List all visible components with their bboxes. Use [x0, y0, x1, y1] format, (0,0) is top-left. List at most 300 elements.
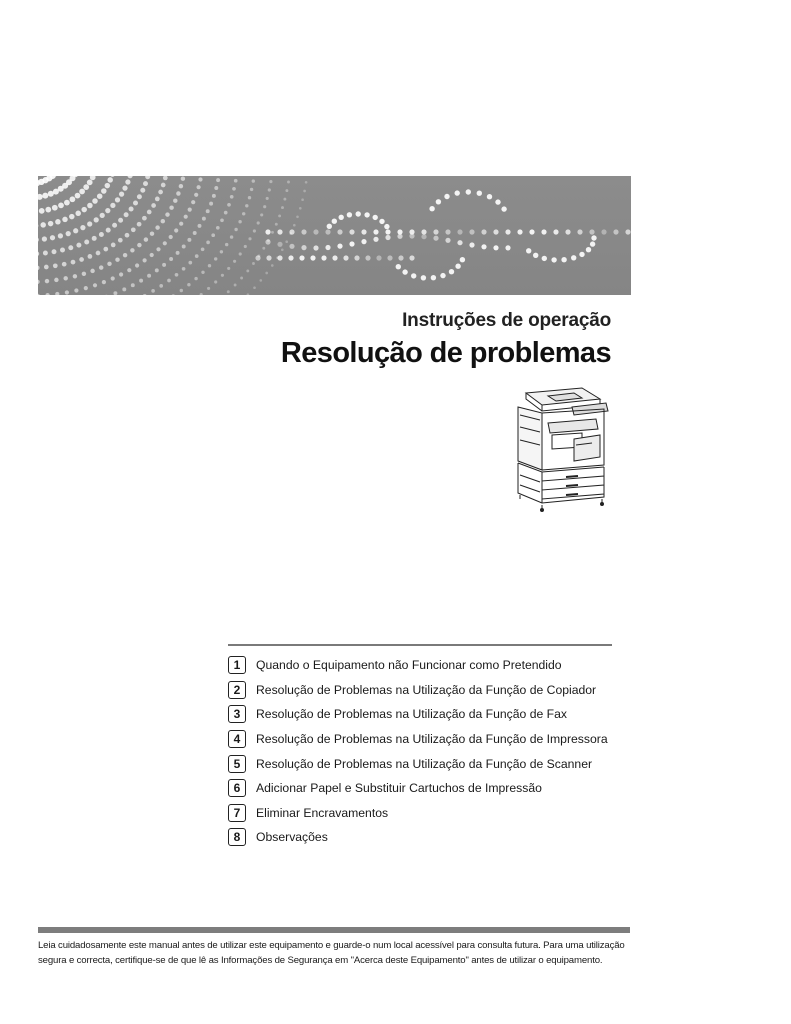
pattern-dot: [227, 203, 231, 207]
pattern-dot: [99, 265, 103, 269]
pattern-dot: [325, 245, 330, 250]
pattern-dot: [54, 278, 58, 282]
toc-item[interactable]: [228, 727, 618, 752]
pattern-dot: [83, 184, 89, 190]
pattern-dot: [39, 208, 45, 214]
pattern-dot: [396, 264, 401, 269]
pattern-dot: [429, 206, 434, 211]
pattern-dot: [143, 258, 147, 262]
pattern-dot: [147, 210, 152, 215]
pattern-dot: [206, 209, 210, 213]
pattern-dot: [214, 257, 217, 260]
pattern-dot: [87, 180, 93, 186]
pattern-dot: [38, 280, 40, 284]
toc-item[interactable]: [228, 825, 618, 850]
toc-item-label: Quando o Equipamento não Funcionar como Pretendido: [256, 658, 562, 673]
pattern-dot: [211, 233, 215, 237]
pattern-dot: [112, 223, 117, 228]
pattern-dot: [313, 245, 318, 250]
pattern-dot: [202, 217, 206, 221]
pattern-dot: [332, 219, 337, 224]
pattern-dot: [81, 207, 87, 213]
chapter-number-badge: 8: [228, 828, 246, 846]
pattern-dot: [271, 231, 274, 234]
pattern-dot: [38, 194, 43, 200]
pattern-dot: [277, 229, 282, 234]
pattern-dot: [481, 244, 486, 249]
pattern-dot: [265, 229, 270, 234]
pattern-dot: [193, 231, 197, 235]
pattern-dot: [140, 188, 145, 193]
pattern-dot: [268, 188, 271, 191]
pattern-dot: [460, 257, 465, 262]
pattern-dot: [339, 215, 344, 220]
pattern-dot: [266, 197, 269, 200]
pattern-dot: [174, 228, 178, 232]
pattern-dot: [159, 284, 163, 288]
pattern-dot: [255, 255, 260, 260]
pattern-dot: [305, 181, 308, 184]
pattern-dot: [145, 176, 150, 179]
pattern-dot: [281, 206, 284, 209]
pattern-dot: [542, 256, 547, 261]
pattern-dot: [150, 253, 154, 257]
pattern-dot: [343, 255, 348, 260]
pattern-dot: [278, 214, 281, 217]
pattern-dot: [127, 176, 132, 178]
pattern-dot: [76, 243, 81, 248]
pattern-dot: [64, 200, 70, 206]
pattern-dot: [101, 188, 107, 194]
pattern-dot: [224, 211, 228, 215]
pattern-dot: [75, 193, 81, 199]
pattern-dot: [444, 194, 449, 199]
pattern-dot: [445, 238, 450, 243]
pattern-dot: [133, 201, 138, 206]
pattern-dot: [180, 289, 183, 292]
pattern-dot: [42, 193, 48, 199]
pattern-dot: [283, 198, 286, 201]
pattern-dot: [287, 181, 290, 184]
pattern-dot: [242, 212, 245, 215]
pattern-dot: [137, 194, 142, 199]
pattern-dot: [561, 257, 566, 262]
pattern-dot: [234, 284, 237, 287]
pattern-dot: [82, 272, 86, 276]
pattern-dot: [135, 263, 139, 267]
pattern-dot: [70, 196, 76, 202]
pattern-dot: [293, 224, 296, 227]
pattern-dot: [337, 229, 342, 234]
pattern-dot: [198, 224, 202, 228]
toc-item[interactable]: [228, 751, 618, 776]
pattern-dot: [84, 240, 89, 245]
pattern-dot: [253, 229, 256, 232]
pattern-dot: [376, 255, 381, 260]
pattern-dot: [209, 202, 213, 206]
pattern-dot: [107, 177, 113, 183]
pattern-dot: [122, 185, 127, 190]
toc-item[interactable]: [228, 653, 618, 678]
pattern-dot: [455, 264, 460, 269]
pattern-dot: [52, 249, 57, 254]
toc-divider: [228, 644, 612, 646]
pattern-dot: [398, 255, 403, 260]
pattern-dot: [354, 255, 359, 260]
pattern-dot: [182, 245, 186, 249]
chapter-number-badge: 7: [228, 804, 246, 822]
toc-item-label: Adicionar Papel e Substituir Cartuchos de Impressão: [256, 781, 542, 796]
pattern-dot: [129, 207, 134, 212]
pattern-dot: [529, 229, 534, 234]
pattern-dot: [385, 235, 390, 240]
pattern-dot: [477, 191, 482, 196]
pattern-dot: [321, 255, 326, 260]
pattern-dot: [364, 212, 369, 217]
pattern-dot: [373, 229, 378, 234]
pattern-dot: [94, 217, 99, 222]
pattern-dot: [469, 229, 474, 234]
pattern-dot: [201, 247, 205, 251]
pattern-dot: [265, 239, 270, 244]
pattern-dot: [143, 181, 148, 186]
pattern-dot: [48, 191, 54, 197]
pattern-dot: [565, 229, 570, 234]
pattern-dot: [62, 262, 67, 267]
pattern-dot: [227, 267, 230, 270]
pattern-dot: [105, 208, 110, 213]
pattern-dot: [38, 294, 40, 295]
pattern-dot: [125, 233, 130, 238]
pattern-dot: [263, 205, 266, 208]
pattern-dot: [216, 226, 220, 230]
footer-notice: [38, 938, 638, 968]
pattern-dot: [301, 229, 306, 234]
pattern-dot: [169, 205, 173, 209]
toc-item-label: Observações: [256, 830, 328, 845]
pattern-dot: [43, 251, 48, 256]
pattern-dot: [197, 185, 201, 189]
pattern-dot: [327, 224, 332, 229]
pattern-dot: [38, 265, 40, 270]
pattern-dot: [52, 205, 58, 211]
pattern-dot: [233, 260, 236, 263]
pattern-dot: [505, 245, 510, 250]
pattern-dot: [188, 208, 192, 212]
pattern-dot: [246, 269, 249, 272]
pattern-dot: [62, 217, 68, 223]
pattern-dot: [110, 203, 115, 208]
pattern-dot: [244, 245, 247, 248]
pattern-dot: [198, 177, 202, 181]
pattern-dot: [220, 250, 223, 253]
pattern-dot: [613, 229, 618, 234]
pattern-dot: [147, 274, 151, 278]
pattern-dot: [285, 240, 288, 243]
pattern-dot: [601, 229, 606, 234]
toc-item[interactable]: [228, 801, 618, 826]
toc-item-label: Resolução de Problemas na Utilização da Função de Impressora: [256, 732, 608, 747]
pattern-dot: [38, 237, 39, 242]
pattern-dot: [42, 236, 47, 241]
pattern-dot: [130, 248, 134, 252]
chapter-number-badge: 6: [228, 779, 246, 797]
toc-item-label: Resolução de Problemas na Utilização da Função de Fax: [256, 707, 567, 722]
footer-line-1: Leia cuidadosamente este manual antes de utilizar este equipamento e guarde-o num local acessível para consulta futura. Para uma utilização: [38, 940, 625, 951]
pattern-dot: [201, 271, 204, 274]
pattern-dot: [411, 273, 416, 278]
pattern-dot: [230, 235, 233, 238]
pattern-dot: [137, 222, 142, 227]
pattern-dot: [175, 273, 179, 277]
pattern-dot: [137, 243, 141, 247]
chapter-number-badge: 4: [228, 730, 246, 748]
pattern-dot: [179, 222, 183, 226]
pattern-dot: [259, 279, 262, 282]
pattern-dot: [93, 283, 97, 287]
pattern-dot: [553, 229, 558, 234]
pattern-dot: [487, 194, 492, 199]
pattern-dot: [87, 221, 92, 226]
pattern-dot: [155, 197, 160, 202]
pattern-dot: [200, 293, 203, 295]
pattern-dot: [99, 232, 104, 237]
pattern-dot: [397, 234, 402, 239]
pattern-dot: [124, 212, 129, 217]
pattern-dot: [79, 189, 85, 195]
pattern-dot: [103, 247, 108, 252]
pattern-dot: [436, 199, 441, 204]
pattern-dot: [53, 263, 58, 268]
pattern-dot: [127, 268, 131, 272]
pattern-dot: [73, 228, 78, 233]
pattern-dot: [373, 215, 378, 220]
pattern-dot: [58, 233, 63, 238]
pattern-dot: [402, 269, 407, 274]
toc-item-label: Eliminar Encravamentos: [256, 805, 389, 820]
pattern-dot: [589, 229, 594, 234]
pattern-dot: [100, 213, 105, 218]
pattern-dot: [248, 237, 251, 240]
toc-item[interactable]: [228, 678, 618, 703]
pattern-dot: [151, 289, 155, 293]
pattern-dot: [194, 193, 198, 197]
pattern-dot: [275, 223, 278, 226]
pattern-dot: [325, 229, 330, 234]
pattern-dot: [239, 252, 242, 255]
pattern-dot: [176, 191, 180, 195]
pattern-dot: [187, 238, 191, 242]
pattern-dot: [188, 261, 192, 265]
pattern-dot: [161, 183, 166, 188]
pattern-dot: [68, 245, 73, 250]
pattern-dot: [119, 272, 123, 276]
pattern-dot: [303, 190, 306, 193]
pattern-dot: [277, 242, 282, 247]
pattern-dot: [122, 287, 126, 291]
pattern-dot: [379, 219, 384, 224]
pattern-dot: [115, 257, 119, 261]
pattern-dot: [92, 198, 98, 204]
pattern-dot: [69, 214, 75, 220]
pattern-dot: [225, 243, 228, 246]
pattern-dot: [281, 248, 284, 251]
pattern-dot: [110, 176, 116, 177]
pattern-dot: [80, 225, 85, 230]
pattern-dot: [252, 179, 255, 182]
pattern-dot: [216, 178, 220, 182]
pattern-dot: [88, 254, 93, 259]
pattern-dot: [96, 251, 101, 256]
pattern-dot: [63, 276, 67, 280]
pattern-dot: [118, 238, 123, 243]
pattern-dot: [361, 239, 366, 244]
toc-item[interactable]: [228, 702, 618, 727]
pattern-dot: [73, 274, 77, 278]
chapter-number-badge: 3: [228, 705, 246, 723]
pattern-dot: [55, 219, 61, 225]
pattern-dot: [577, 229, 582, 234]
pattern-dot: [288, 255, 293, 260]
pattern-dot: [66, 231, 71, 236]
pattern-dot: [505, 229, 510, 234]
pattern-dot: [533, 253, 538, 258]
pattern-dot: [179, 184, 183, 188]
pattern-dot: [161, 219, 165, 223]
pattern-dot: [262, 247, 265, 250]
pattern-dot: [349, 229, 354, 234]
pattern-dot: [111, 243, 116, 248]
pattern-dot: [144, 237, 148, 241]
pattern-dot: [299, 255, 304, 260]
pattern-dot: [48, 221, 54, 227]
dot-pattern-graphic: [38, 176, 631, 295]
pattern-dot: [151, 203, 156, 208]
pattern-dot: [65, 290, 69, 294]
pattern-dot: [296, 215, 299, 218]
pattern-dot: [493, 229, 498, 234]
pattern-dot: [252, 262, 255, 265]
pattern-dot: [361, 229, 366, 234]
pattern-dot: [123, 253, 127, 257]
pattern-dot: [184, 215, 188, 219]
pattern-dot: [84, 286, 88, 290]
pattern-dot: [440, 273, 445, 278]
pattern-dot: [481, 229, 486, 234]
pattern-dot: [301, 198, 304, 201]
pattern-dot: [71, 260, 76, 265]
pattern-dot: [373, 237, 378, 242]
pattern-dot: [541, 229, 546, 234]
pattern-dot: [457, 229, 462, 234]
pattern-dot: [232, 187, 236, 191]
pattern-dot: [245, 204, 248, 207]
pattern-dot: [191, 200, 195, 204]
pattern-dot: [285, 189, 288, 192]
chapter-number-badge: 1: [228, 656, 246, 674]
pattern-dot: [289, 229, 294, 234]
chapter-number-badge: 5: [228, 755, 246, 773]
pattern-dot: [155, 225, 159, 229]
pattern-dot: [75, 211, 81, 217]
pattern-dot: [79, 257, 84, 262]
pattern-dot: [142, 216, 147, 221]
pattern-dot: [234, 179, 238, 183]
pattern-dot: [45, 279, 49, 283]
pattern-dot: [313, 229, 318, 234]
pattern-dot: [421, 234, 426, 239]
pattern-dot: [590, 241, 595, 246]
pattern-dot: [90, 176, 96, 180]
pattern-dot: [115, 197, 120, 202]
pattern-dot: [118, 218, 123, 223]
pattern-dot: [227, 290, 230, 293]
pattern-dot: [421, 229, 426, 234]
pattern-dot: [384, 224, 389, 229]
pattern-dot: [169, 235, 173, 239]
copier-illustration: [512, 385, 612, 520]
pattern-dot: [365, 255, 370, 260]
pattern-dot: [591, 235, 596, 240]
pattern-dot: [260, 213, 263, 216]
pattern-dot: [58, 203, 64, 209]
pattern-dot: [214, 280, 217, 283]
pattern-dot: [97, 193, 103, 199]
pattern-dot: [208, 264, 211, 267]
pattern-dot: [526, 248, 531, 253]
pattern-dot: [469, 242, 474, 247]
pattern-dot: [60, 248, 65, 253]
pattern-dot: [38, 251, 39, 256]
pattern-dot: [102, 280, 106, 284]
pattern-dot: [250, 188, 253, 191]
toc-item[interactable]: [228, 776, 618, 801]
pattern-dot: [409, 233, 414, 238]
pattern-dot: [551, 257, 556, 262]
pattern-dot: [221, 274, 224, 277]
pattern-dot: [105, 183, 111, 189]
pattern-dot: [257, 221, 260, 224]
pattern-dot: [131, 283, 135, 287]
pattern-dot: [579, 252, 584, 257]
pattern-dot: [187, 283, 190, 286]
pattern-dot: [46, 293, 50, 295]
pattern-dot: [125, 179, 130, 184]
pattern-dot: [409, 255, 414, 260]
pattern-dot: [158, 190, 163, 195]
pattern-dot: [173, 198, 177, 202]
pattern-dot: [445, 229, 450, 234]
pattern-dot: [265, 272, 268, 275]
pattern-dot: [172, 294, 175, 295]
pattern-dot: [269, 180, 272, 183]
footer-line-2: segura e correcta, certifique-se de que lê as Informações de Segurança em "Acerca deste Equipamento" antes de utilizar o equipamento.: [38, 955, 603, 966]
pattern-dot: [457, 240, 462, 245]
pattern-dot: [337, 244, 342, 249]
pattern-dot: [301, 245, 306, 250]
pattern-dot: [92, 236, 97, 241]
pattern-dot: [182, 267, 186, 271]
pattern-dot: [347, 212, 352, 217]
pattern-dot: [131, 227, 136, 232]
pattern-dot: [495, 199, 500, 204]
pattern-dot: [356, 211, 361, 216]
pattern-dot: [212, 194, 216, 198]
pattern-dot: [433, 229, 438, 234]
pattern-dot: [220, 218, 224, 222]
pattern-dot: [162, 263, 166, 267]
pattern-dot: [238, 220, 241, 223]
